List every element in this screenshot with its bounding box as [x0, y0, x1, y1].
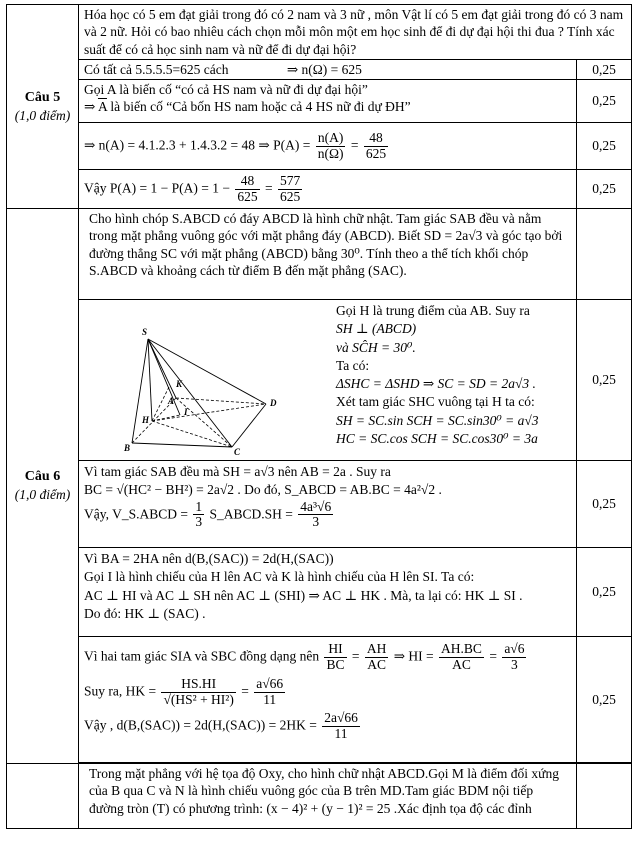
fig-label-c: C [234, 447, 241, 458]
q5-points-note: (1,0 điểm) [14, 107, 71, 123]
q6-b1-line5: ΔSHC = ΔSHD ⇒ SC = SD = 2a√3 . [336, 376, 536, 392]
q5-step3-frac1: $\frac{n(A)}{n(\Omega)}$ [317, 129, 344, 161]
q6-b3-line1: Vì BA = 2HA nên d(B,(SAC)) = 2d(H,(SAC)) [84, 551, 334, 567]
q5-step4-frac2: $\frac{577}{625}$ [279, 172, 301, 204]
q6-b1-line1: Gọi H là trung điểm của AB. Suy ra [336, 303, 530, 319]
q5-step4-frac1: $\frac{48}{625}$ [237, 172, 258, 204]
q6-points-note: (1,0 điểm) [14, 487, 71, 503]
q5-step3-frac2: $\frac{48}{625}$ [365, 129, 387, 161]
q5-step4a: Vậy P(A) = 1 − P(A) = 1 − [84, 180, 230, 196]
fig-label-d: D [270, 398, 277, 409]
q6-b1-line8: HC = SC.cos SCH = SC.cos30⁰ = 3a [336, 430, 538, 446]
q6-b1-line4: Ta có: [336, 357, 370, 373]
q5-step1: Có tất cả 5.5.5.5=625 cách [84, 61, 229, 77]
q5-points-4: 0,25 [577, 170, 632, 209]
q6-points-4: 0,25 [577, 637, 632, 763]
q5-step2b: là biến cố “Cả bốn HS nam hoặc cả 4 HS nữ đi dự ĐH” [110, 99, 411, 115]
q6-b1-line3: và SĈH = 30⁰. [336, 339, 416, 355]
q6-b3-line3: AC ⊥ HI và AC ⊥ SH nên AC ⊥ (SHI) ⇒ AC ⊥ HK . Mà, ta lại có: HK ⊥ SI . [84, 587, 523, 603]
pyramid-figure [84, 301, 334, 459]
answer-table [6, 4, 632, 829]
q6-points-1: 0,25 [577, 300, 632, 461]
q6-problem: Cho hình chóp S.ABCD có đáy ABCD là hình chữ nhật. Tam giác SAB đều và nằm trong mặt phẳng vuông góc với mặt phẳng đáy (ABCD). Biết SD = 2a√3 và góc tạo bởi đường thẳng SC với mặt phẳng (ABCD) bằng 30⁰. Tính theo a thể tích khối chóp S.ABCD và khoảng cách từ điểm B đến mặt phẳng (SAC). [79, 209, 577, 300]
q6-label-cell [7, 209, 79, 764]
q5-label-cell [7, 5, 79, 209]
fig-label-i: I [184, 407, 188, 418]
fig-label-s: S [142, 327, 148, 338]
q6-problem-points-cell [577, 209, 632, 300]
q6-label: Câu 6 [24, 469, 61, 485]
q5-step3a: ⇒ n(A) = 4.1.2.3 + 1.4.3.2 = 48 ⇒ P(A) = [84, 137, 311, 153]
q6-block3 [79, 548, 577, 637]
q5-step3-cell: ⇒ n(A) = 4.1.2.3 + 1.4.3.2 = 48 ⇒ P(A) = $\frac{n(A)}{n(\Omega)}$ = $\frac{48}{625}$ [79, 123, 577, 170]
q5-step1b: ⇒ n(Ω) = 625 [286, 61, 362, 77]
q6-b2-volume-label: Vậy, V_S.ABCD = [84, 506, 188, 522]
q5-label: Câu 5 [24, 89, 61, 105]
q7-label-cell [7, 764, 79, 829]
fig-label-h: H [142, 415, 150, 426]
q5-points-3: 0,25 [577, 123, 632, 170]
q6-b3-line2: Gọi I là hình chiếu của H lên AC và K là hình chiếu của H lên SI. Ta có: [84, 569, 475, 585]
q5-step1-cell [79, 59, 577, 79]
q7-points-cell [577, 764, 632, 829]
fig-label-k: K [176, 379, 183, 390]
q6-b3-line4: Do đó: HK ⊥ (SAC) . [84, 605, 206, 621]
q6-block1 [79, 300, 577, 461]
q6-points-2: 0,25 [577, 461, 632, 548]
q6-block2: Vì tam giác SAB đều mà SH = a√3 nên AB = 2a . Suy ra BC = √(HC² − BH²) = 2a√2 . Do đó, S_ABCD = AB.BC = 4a²√2 . Vậy, V_S.ABCD = $\frac{1}{3}$ S_ABCD.SH = $\frac{\text{4a³√6}}{3}$ [79, 461, 577, 548]
q5-step4-cell: Vậy P(A) = 1 − P(A) = 1 − $\frac{48}{625}$ = $\frac{577}{625}$ [79, 170, 577, 209]
fig-label-b: B [124, 443, 131, 454]
q6-b1-line7: SH = SC.sin SCH = SC.sin30⁰ = a√3 [336, 412, 539, 428]
q6-b1-line2: SH ⊥ (ABCD) [336, 321, 417, 337]
fig-label-a: A [168, 396, 175, 407]
q6-b2-line2: BC = √(HC² − BH²) = 2a√2 . Do đó, S_ABCD = AB.BC = 4a²√2 . [84, 482, 442, 498]
q5-points-2: 0,25 [577, 80, 632, 123]
q6-b2-volume-expr: S_ABCD.SH = [209, 506, 293, 522]
q5-step2a: Gọi A là biến cố “có cả HS nam và nữ đi dự đại hội” [84, 82, 368, 98]
q6-b1-line6: Xét tam giác SHC vuông tại H ta có: [336, 394, 535, 410]
q5-step2-cell: Gọi A là biến cố “có cả HS nam và nữ đi dự đại hội” ⇒ $\overline{A}$ là biến cố “Cả bốn HS nam hoặc cả 4 HS nữ đi dự ĐH” [79, 80, 577, 123]
q7-problem: Trong mặt phẳng với hệ tọa độ Oxy, cho hình chữ nhật ABCD.Gọi M là điểm đối xứng của B qua C và N là hình chiếu vuông góc của B trên MD.Tam giác BDM nội tiếp đường tròn (T) có phương trình: (x − 4)² + (y − 1)² = 25 .Xác định tọa độ các đỉnh [79, 764, 577, 829]
q5-problem: Hóa học có 5 em đạt giải trong đó có 2 nam và 3 nữ , môn Vật lí có 5 em đạt giải trong đó có 3 nam và 2 nữ. Hỏi có bao nhiêu cách chọn mỗi môn một em học sinh để đi dự đại hội thi đua ? Tính xác suất để có cả học sinh nam và nữ để đi dự đại hội? [79, 5, 632, 60]
q6-b2-line1: Vì tam giác SAB đều mà SH = a√3 nên AB = 2a . Suy ra [84, 464, 391, 480]
q6-points-3: 0,25 [577, 548, 632, 637]
q6-block4: Vì hai tam giác SIA và SBC đồng dạng nên $\frac{HI}{BC}$ = $\frac{AH}{AC}$ ⇒ HI = $\frac{AH.BC}{AC}$ = $\frac{a√6}{3}$ Suy ra, HK = $\frac{HS.HI}{\text{√(HS² + HI²)}}$ = $\frac{a√66}{11}$ Vậy , d(B,(SAC)) = 2d(H,(SAC)) = 2HK = $\frac{2a√66}{11}$ [79, 637, 577, 763]
q5-points-1: 0,25 [577, 59, 632, 79]
